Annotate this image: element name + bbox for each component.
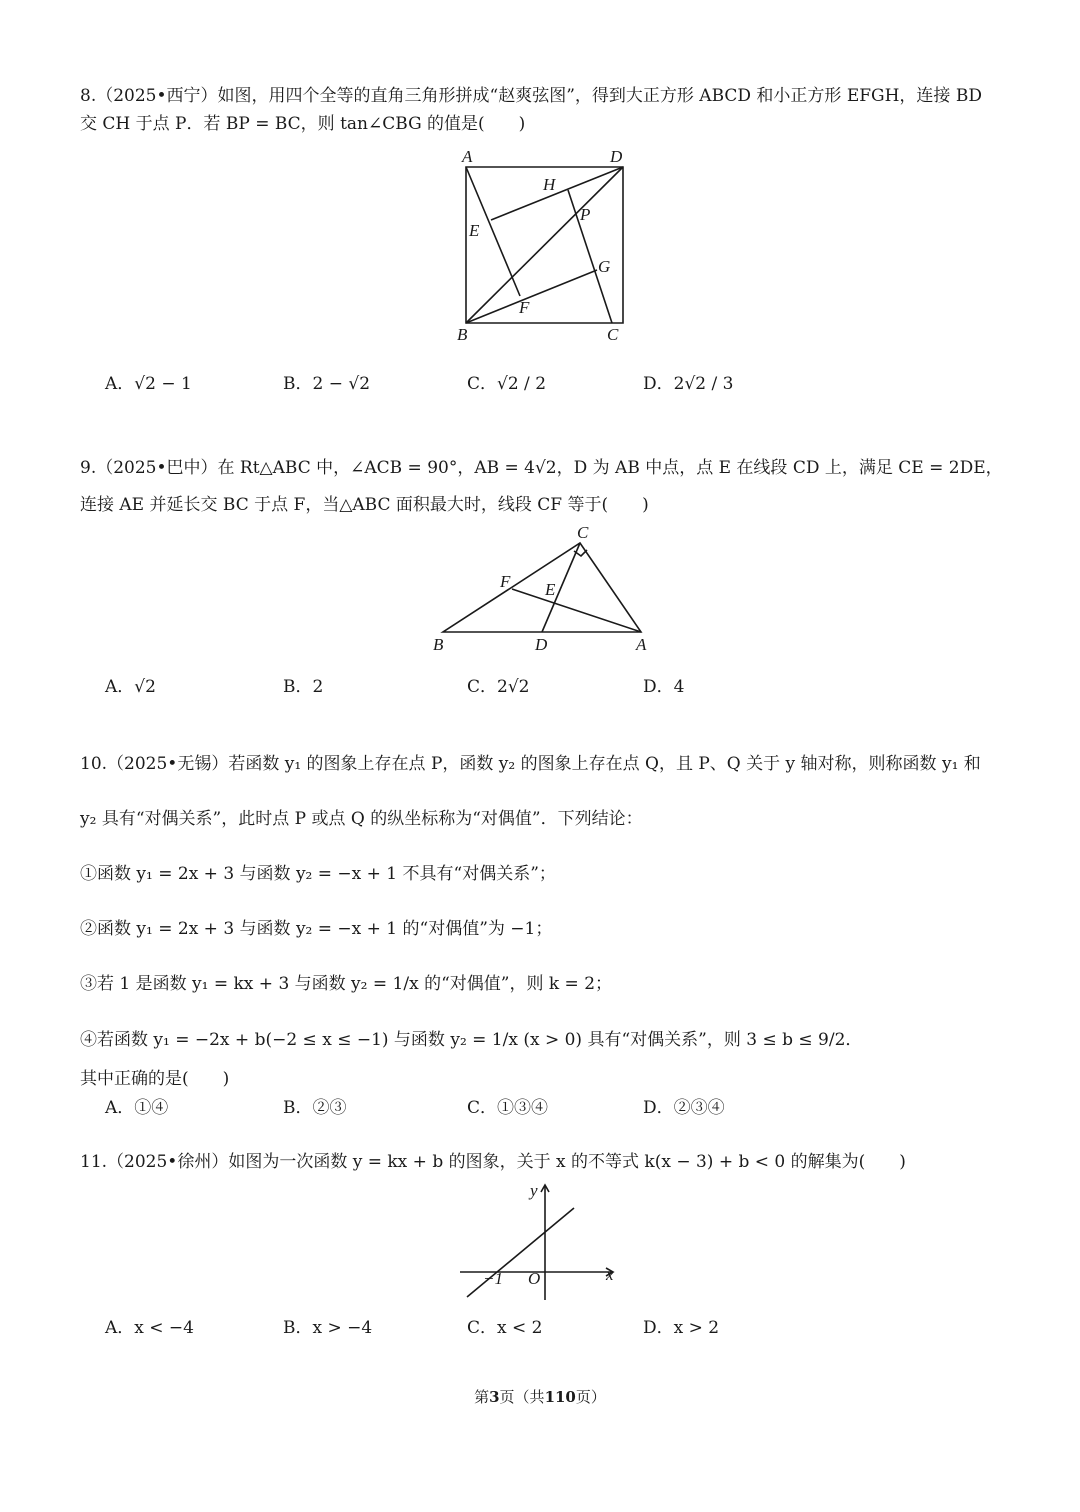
q8-label-b: B [457,325,468,344]
q8-label-h: H [543,175,556,194]
q8-label-g: G [598,257,611,276]
q9-option-c[interactable]: C．2√2 [467,677,530,697]
q8-label-p: P [580,205,591,224]
footer-page-number: 3 [489,1388,500,1406]
q11-figure [455,1175,625,1310]
q11-label-origin: O [528,1269,541,1288]
q9-option-d[interactable]: D．4 [643,677,685,697]
q9-stem-line1: 9.（2025•巴中）在 Rt△ABC 中，∠ACB = 90°，AB = 4√2，D 为 AB 中点，点 E 在线段 CD 上，满足 CE = 2DE， [80,458,1003,478]
q8-stem-line2: 交 CH 于点 P．若 BP = BC，则 tan∠CBG 的值是( ) [80,114,526,134]
q9-option-a[interactable]: A．√2 [105,677,156,697]
footer-suffix: 页） [575,1388,606,1406]
q8-label-a: A [462,147,473,166]
q8-option-a[interactable]: A．√2 − 1 [105,374,192,394]
q10-option-d[interactable]: D．②③④ [643,1098,725,1118]
q8-label-c: C [607,325,619,344]
footer-mid: 页（共 [499,1388,545,1406]
q11-option-b[interactable]: B．x > −4 [283,1318,373,1338]
q11-option-c[interactable]: C．x < 2 [467,1318,543,1338]
q9-label-e: E [545,580,556,599]
q10-stem-line2: y₂ 具有“对偶关系”，此时点 P 或点 Q 的纵坐标称为“对偶值”．下列结论： [80,809,643,829]
q9-triangle-abc [443,543,641,632]
q9-figure [428,518,658,658]
q10-ask: 其中正确的是( ) [80,1069,230,1089]
q8-option-d[interactable]: D．2√2 / 3 [643,374,734,394]
page-footer [0,1386,1080,1407]
q8-label-d: D [610,147,623,166]
q8-stem-line1: 8.（2025•西宁）如图，用四个全等的直角三角形拼成“赵爽弦图”，得到大正方形 ABCD 和小正方形 EFGH，连接 BD [80,86,982,106]
q8-line-ch [491,167,623,220]
q11-option-a[interactable]: A．x < −4 [105,1318,194,1338]
q11-label-x: x [606,1265,614,1284]
q9-label-f: F [500,572,511,591]
q9-label-c: C [577,523,589,542]
q10-statement-4: ④若函数 y₁ = −2x + b(−2 ≤ x ≤ −1) 与函数 y₂ = 1/x (x > 0) 具有“对偶关系”，则 3 ≤ b ≤ 9/2． [80,1030,863,1050]
q8-option-c[interactable]: C．√2 / 2 [467,374,547,394]
q10-stem-line1: 10.（2025•无锡）若函数 y₁ 的图象上存在点 P，函数 y₂ 的图象上存在点 Q，且 P、Q 关于 y 轴对称，则称函数 y₁ 和 [80,754,981,774]
q9-label-a: A [636,635,647,654]
q9-option-b[interactable]: B．2 [283,677,324,697]
q10-statement-2: ②函数 y₁ = 2x + 3 与函数 y₂ = −x + 1 的“对偶值”为 −1； [80,919,553,939]
footer-prefix: 第 [474,1388,490,1406]
q8-label-f: F [519,298,530,317]
q11-option-d[interactable]: D．x > 2 [643,1318,720,1338]
q11-label-minus-one: −1 [483,1269,503,1288]
q8-figure [455,145,635,350]
q10-statement-3: ③若 1 是函数 y₁ = kx + 3 与函数 y₂ = 1/x 的“对偶值”，则 k = 2； [80,974,613,994]
q11-stem-line1: 11.（2025•徐州）如图为一次函数 y = kx + b 的图象，关于 x 的不等式 k(x − 3) + b < 0 的解集为( ) [80,1152,906,1172]
q8-line-ag [466,270,597,323]
q10-statement-1: ①函数 y₁ = 2x + 3 与函数 y₂ = −x + 1 不具有“对偶关系”； [80,864,556,884]
q10-option-b[interactable]: B．②③ [283,1098,347,1118]
footer-total-pages: 110 [544,1388,576,1406]
q11-label-y: y [530,1181,538,1200]
q8-option-b[interactable]: B．2 − √2 [283,374,371,394]
q9-label-b: B [433,635,444,654]
q9-label-d: D [535,635,548,654]
q10-option-c[interactable]: C．①③④ [467,1098,549,1118]
q9-stem-line2: 连接 AE 并延长交 BC 于点 F，当△ABC 面积最大时，线段 CF 等于( ) [80,495,649,515]
q10-option-a[interactable]: A．①④ [105,1098,169,1118]
q9-line-af [512,589,641,632]
q8-label-e: E [469,221,480,240]
